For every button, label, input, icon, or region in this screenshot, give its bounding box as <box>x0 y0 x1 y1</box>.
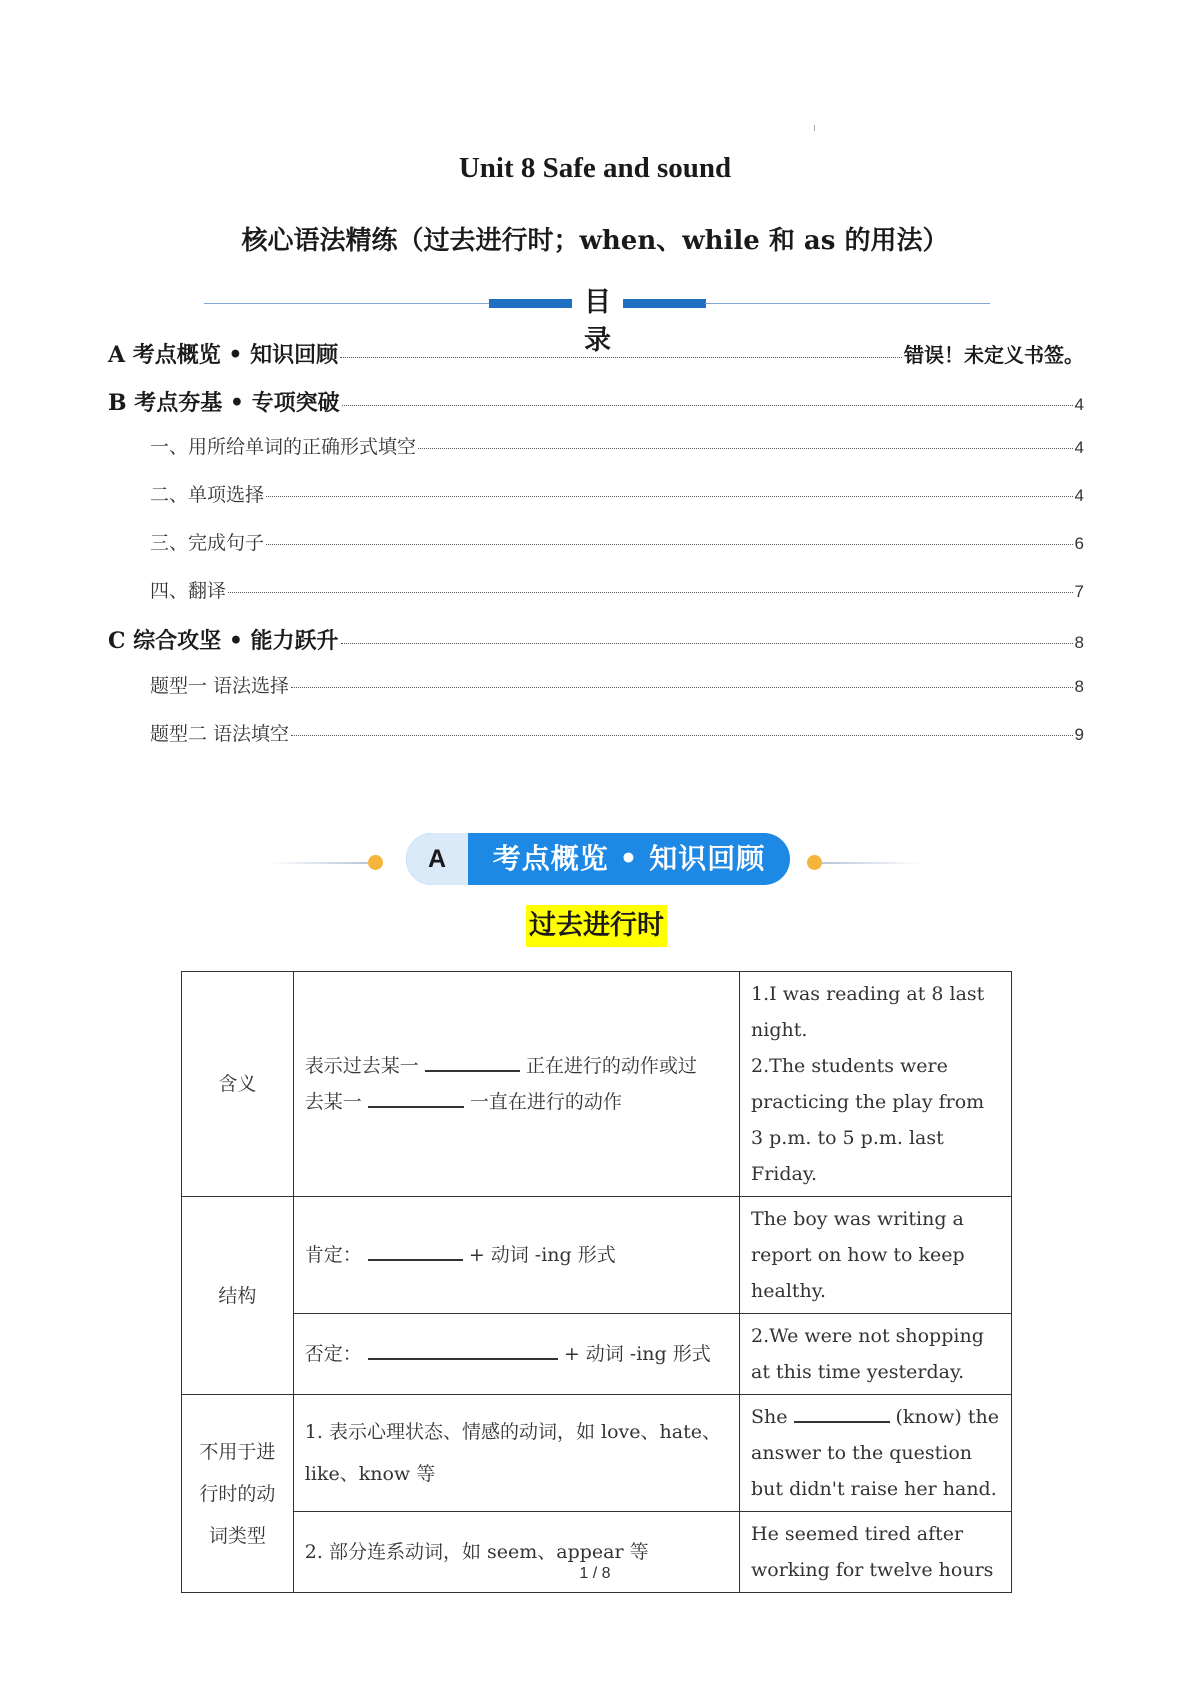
toc-entry-page: 错误！未定义书签。 <box>904 343 1084 367</box>
structure-positive <box>293 1197 739 1314</box>
banner-dot-right <box>807 855 822 870</box>
verb-type-mental-example <box>740 1395 1012 1512</box>
toc-entry-label: 一、用所给单词的正确形式填空 <box>150 436 417 458</box>
row-head-structure: 结构 <box>182 1197 294 1395</box>
banner-pill <box>406 833 790 885</box>
banner-text: 考点概览 • 知识回顾 <box>492 842 766 875</box>
toc-leader-dots <box>341 643 1073 644</box>
toc-bar-left <box>489 299 572 308</box>
example-sentence: 2.The students were practicing the play from 3 p.m. to 5 p.m. last Friday. <box>751 1055 985 1185</box>
toc-entry-label: 二、单项选择 <box>150 484 265 506</box>
structure-negative <box>293 1314 739 1395</box>
toc-entry-c[interactable] <box>108 624 1084 655</box>
toc-entry-c1[interactable] <box>108 671 1084 698</box>
toc-leader-dots <box>342 405 1073 406</box>
toc-entry-b1[interactable] <box>108 432 1084 459</box>
toc-entry-label: A 考点概览 • 知识回顾 <box>108 342 339 368</box>
fill-blank[interactable] <box>368 1357 558 1360</box>
toc-title: 目录 <box>584 287 611 356</box>
toc-leader-dots <box>291 735 1072 736</box>
toc-entry-page: 4 <box>1074 486 1084 505</box>
verb-type-linking-example: He seemed tired after working for twelve hours <box>740 1512 1012 1593</box>
table-row <box>182 1395 1012 1512</box>
example-start: She <box>751 1406 788 1428</box>
negative-label: 否定： <box>304 1343 362 1365</box>
toc-leader-dots <box>266 496 1073 497</box>
toc-entry-label: 题型一 语法选择 <box>150 675 290 697</box>
toc-entry-page: 4 <box>1074 395 1084 414</box>
decorative-mark <box>814 125 815 131</box>
toc-entry-page: 7 <box>1074 582 1084 601</box>
toc-entry-label: 三、完成句子 <box>150 532 265 554</box>
toc-entry-page: 8 <box>1074 677 1084 696</box>
grammar-table <box>181 971 1012 1593</box>
table-row <box>182 1197 1012 1314</box>
meaning-text-4: 一直在进行的动作 <box>469 1091 622 1113</box>
fill-blank[interactable] <box>425 1069 520 1072</box>
toc-entry-label: B 考点夯基 • 专项突破 <box>108 390 340 416</box>
toc-header <box>204 284 990 356</box>
negative-example: 2.We were not shopping at this time yesterday. <box>740 1314 1012 1395</box>
toc-entry-b[interactable] <box>108 386 1084 417</box>
meaning-text-2: 正在进行的动作或过 <box>525 1055 697 1077</box>
positive-example: The boy was writing a report on how to keep healthy. <box>740 1197 1012 1314</box>
toc-entry-page: 9 <box>1074 725 1084 744</box>
toc-leader-dots <box>266 544 1073 545</box>
verb-type-mental: 1. 表示心理状态、情感的动词，如 love、hate、like、know 等 <box>293 1395 739 1512</box>
toc-entry-page: 8 <box>1074 633 1084 652</box>
row-head-verb-types: 不用于进行时的动词类型 <box>182 1395 294 1593</box>
toc-divider-left <box>204 303 489 304</box>
example-sentence: 1.I was reading at 8 last night. <box>751 983 985 1041</box>
table-row <box>182 1314 1012 1395</box>
toc-bar-right <box>623 299 706 308</box>
toc-entry-b4[interactable] <box>108 576 1084 603</box>
negative-form: + 动词 -ing 形式 <box>563 1343 711 1365</box>
toc-leader-dots <box>418 448 1073 449</box>
banner-line-left <box>268 862 368 864</box>
toc-entry-a[interactable] <box>108 338 1084 369</box>
toc-entry-label: 题型二 语法填空 <box>150 723 290 745</box>
toc-entry-b3[interactable] <box>108 528 1084 555</box>
verb-type-linking: 2. 部分连系动词，如 seem、appear 等 <box>293 1512 739 1593</box>
toc-entry-page: 6 <box>1074 534 1084 553</box>
page-title: Unit 8 Safe and sound <box>458 152 732 184</box>
toc-entry-label: C 综合攻坚 • 能力跃升 <box>108 628 339 654</box>
example-rest: (know) the answer to the question but didn't raise her hand. <box>751 1406 999 1500</box>
meaning-description <box>293 972 739 1197</box>
meaning-examples <box>740 972 1012 1197</box>
banner-dot-left <box>368 855 383 870</box>
toc-leader-dots <box>340 357 902 358</box>
toc-entry-b2[interactable] <box>108 480 1084 507</box>
toc-leader-dots <box>291 687 1072 688</box>
banner-letter-badge <box>406 833 468 885</box>
section-banner <box>268 828 922 888</box>
toc-leader-dots <box>228 592 1073 593</box>
section-title: 过去进行时 <box>526 905 667 947</box>
positive-label: 肯定： <box>304 1244 362 1266</box>
meaning-text-1: 表示过去某一 <box>304 1055 419 1077</box>
fill-blank[interactable] <box>368 1105 464 1108</box>
page-number: 1 / 8 <box>579 1565 611 1582</box>
toc-entry-c2[interactable] <box>108 719 1084 746</box>
toc-divider-right <box>705 303 990 304</box>
table-row <box>182 972 1012 1197</box>
page-subtitle: 核心语法精练（过去进行时；when、while 和 as 的用法） <box>241 226 949 256</box>
banner-line-right <box>822 862 922 864</box>
toc-entry-label: 四、翻译 <box>150 580 227 602</box>
toc-entry-page: 4 <box>1074 438 1084 457</box>
fill-blank[interactable] <box>368 1258 463 1261</box>
row-head-meaning: 含义 <box>182 972 294 1197</box>
banner-letter: A <box>427 845 447 873</box>
fill-blank[interactable] <box>794 1420 890 1423</box>
positive-form: + 动词 -ing 形式 <box>468 1244 616 1266</box>
meaning-text-3: 去某一 <box>304 1091 362 1113</box>
